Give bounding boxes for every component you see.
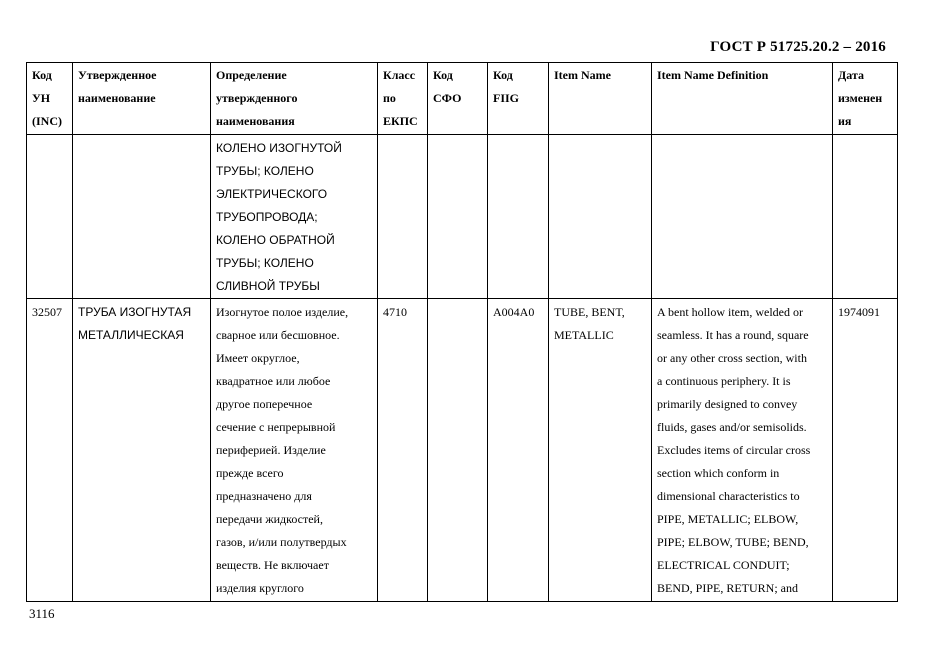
text-line: ТРУБЫ; КОЛЕНО	[216, 256, 314, 270]
cell-change-date: 1974091	[833, 299, 898, 602]
cell-sfo-code	[428, 299, 488, 602]
text-line: ия	[838, 114, 852, 128]
page-number: 3116	[29, 606, 55, 621]
text-line: ТРУБЫ; КОЛЕНО	[216, 164, 314, 178]
text-line: наименования	[216, 114, 295, 128]
text-line: METALLIC	[554, 328, 614, 342]
text-line: section which conform in	[657, 466, 780, 480]
text-line: прежде всего	[216, 466, 284, 480]
text-line: другое поперечное	[216, 397, 313, 411]
text-line: dimensional characteristics to	[657, 489, 800, 503]
header-sfo-code	[428, 63, 488, 135]
text-line: периферией. Изделие	[216, 443, 326, 457]
cell-fiig-code: A004A0	[488, 299, 549, 602]
header-fiig-code	[488, 63, 549, 135]
text-line: FIIG	[493, 91, 520, 105]
cell-inc	[27, 135, 73, 299]
cell-definition	[211, 299, 378, 602]
text-line: BEND, PIPE, RETURN; and	[657, 581, 798, 595]
header-change-date	[833, 63, 898, 135]
header-approved-name	[73, 63, 211, 135]
text-line: веществ. Не включает	[216, 558, 329, 572]
text-line: or any other cross section, with	[657, 351, 807, 365]
cell-approved-name	[73, 135, 211, 299]
header-definition	[211, 63, 378, 135]
text-line: МЕТАЛЛИЧЕСКАЯ	[78, 328, 184, 342]
text-line: передачи жидкостей,	[216, 512, 323, 526]
text-line: fluids, gases and/or semisolids.	[657, 420, 807, 434]
text-line: PIPE; ELBOW, TUBE; BEND,	[657, 535, 809, 549]
text-line: по	[383, 91, 396, 105]
text-line: (INC)	[32, 114, 62, 128]
text-line: СФО	[433, 91, 462, 105]
standard-title: ГОСТ Р 51725.20.2 – 2016	[710, 39, 886, 55]
table-row	[27, 299, 898, 602]
cell-class-ekps	[378, 135, 428, 299]
text-line: газов, и/или полутвердых	[216, 535, 347, 549]
cell-item-name	[549, 135, 652, 299]
text-line: ELECTRICAL CONDUIT;	[657, 558, 790, 572]
table-row-continuation	[27, 135, 898, 299]
text-line: предназначено для	[216, 489, 312, 503]
text-line: Excludes items of circular cross	[657, 443, 811, 457]
text-line: сечение с непрерывной	[216, 420, 336, 434]
text-line: КОЛЕНО ИЗОГНУТОЙ	[216, 141, 342, 155]
table-header-row	[27, 63, 898, 135]
text-line: A bent hollow item, welded or	[657, 305, 803, 319]
header-item-name-definition	[652, 63, 833, 135]
cell-item-name-definition	[652, 135, 833, 299]
text-line: ТРУБОПРОВОДА;	[216, 210, 318, 224]
cell-item-name	[549, 299, 652, 602]
text-line: изменен	[838, 91, 883, 105]
text-line: primarily designed to convey	[657, 397, 798, 411]
header-inc	[27, 63, 73, 135]
text-line: утвержденного	[216, 91, 298, 105]
text-line: Item Name Definition	[657, 68, 769, 82]
text-line: Определение	[216, 68, 287, 82]
text-line: Утвержденное	[78, 68, 157, 82]
text-line: ЭЛЕКТРИЧЕСКОГО	[216, 187, 328, 201]
text-line: Код	[433, 68, 453, 82]
text-line: TUBE, BENT,	[554, 305, 625, 319]
text-line: СЛИВНОЙ ТРУБЫ	[216, 279, 320, 293]
cell-item-name-definition	[652, 299, 833, 602]
cell-sfo-code	[428, 135, 488, 299]
text-line: УН	[32, 91, 51, 105]
text-line: наименование	[78, 91, 156, 105]
text-line: a continuous periphery. It is	[657, 374, 791, 388]
text-line: Дата	[838, 68, 864, 82]
header-item-name	[549, 63, 652, 135]
text-line: изделия круглого	[216, 581, 304, 595]
text-line: seamless. It has a round, square	[657, 328, 809, 342]
header-class-ekps	[378, 63, 428, 135]
text-line: КОЛЕНО ОБРАТНОЙ	[216, 233, 335, 247]
text-line: PIPE, METALLIC; ELBOW,	[657, 512, 799, 526]
text-line: ТРУБА ИЗОГНУТАЯ	[78, 305, 192, 319]
text-line: ЕКПС	[383, 114, 418, 128]
cell-definition	[211, 135, 378, 299]
catalog-table	[26, 62, 898, 602]
cell-inc: 32507	[27, 299, 73, 602]
cell-class-ekps: 4710	[378, 299, 428, 602]
text-line: Код	[32, 68, 52, 82]
text-line: Item Name	[554, 68, 611, 82]
text-line: сварное или бесшовное.	[216, 328, 340, 342]
cell-approved-name	[73, 299, 211, 602]
text-line: Изогнутое полое изделие,	[216, 305, 349, 319]
text-line: Класс	[383, 68, 416, 82]
text-line: квадратное или любое	[216, 374, 331, 388]
cell-fiig-code	[488, 135, 549, 299]
cell-change-date	[833, 135, 898, 299]
text-line: Имеет округлое,	[216, 351, 300, 365]
text-line: Код	[493, 68, 513, 82]
